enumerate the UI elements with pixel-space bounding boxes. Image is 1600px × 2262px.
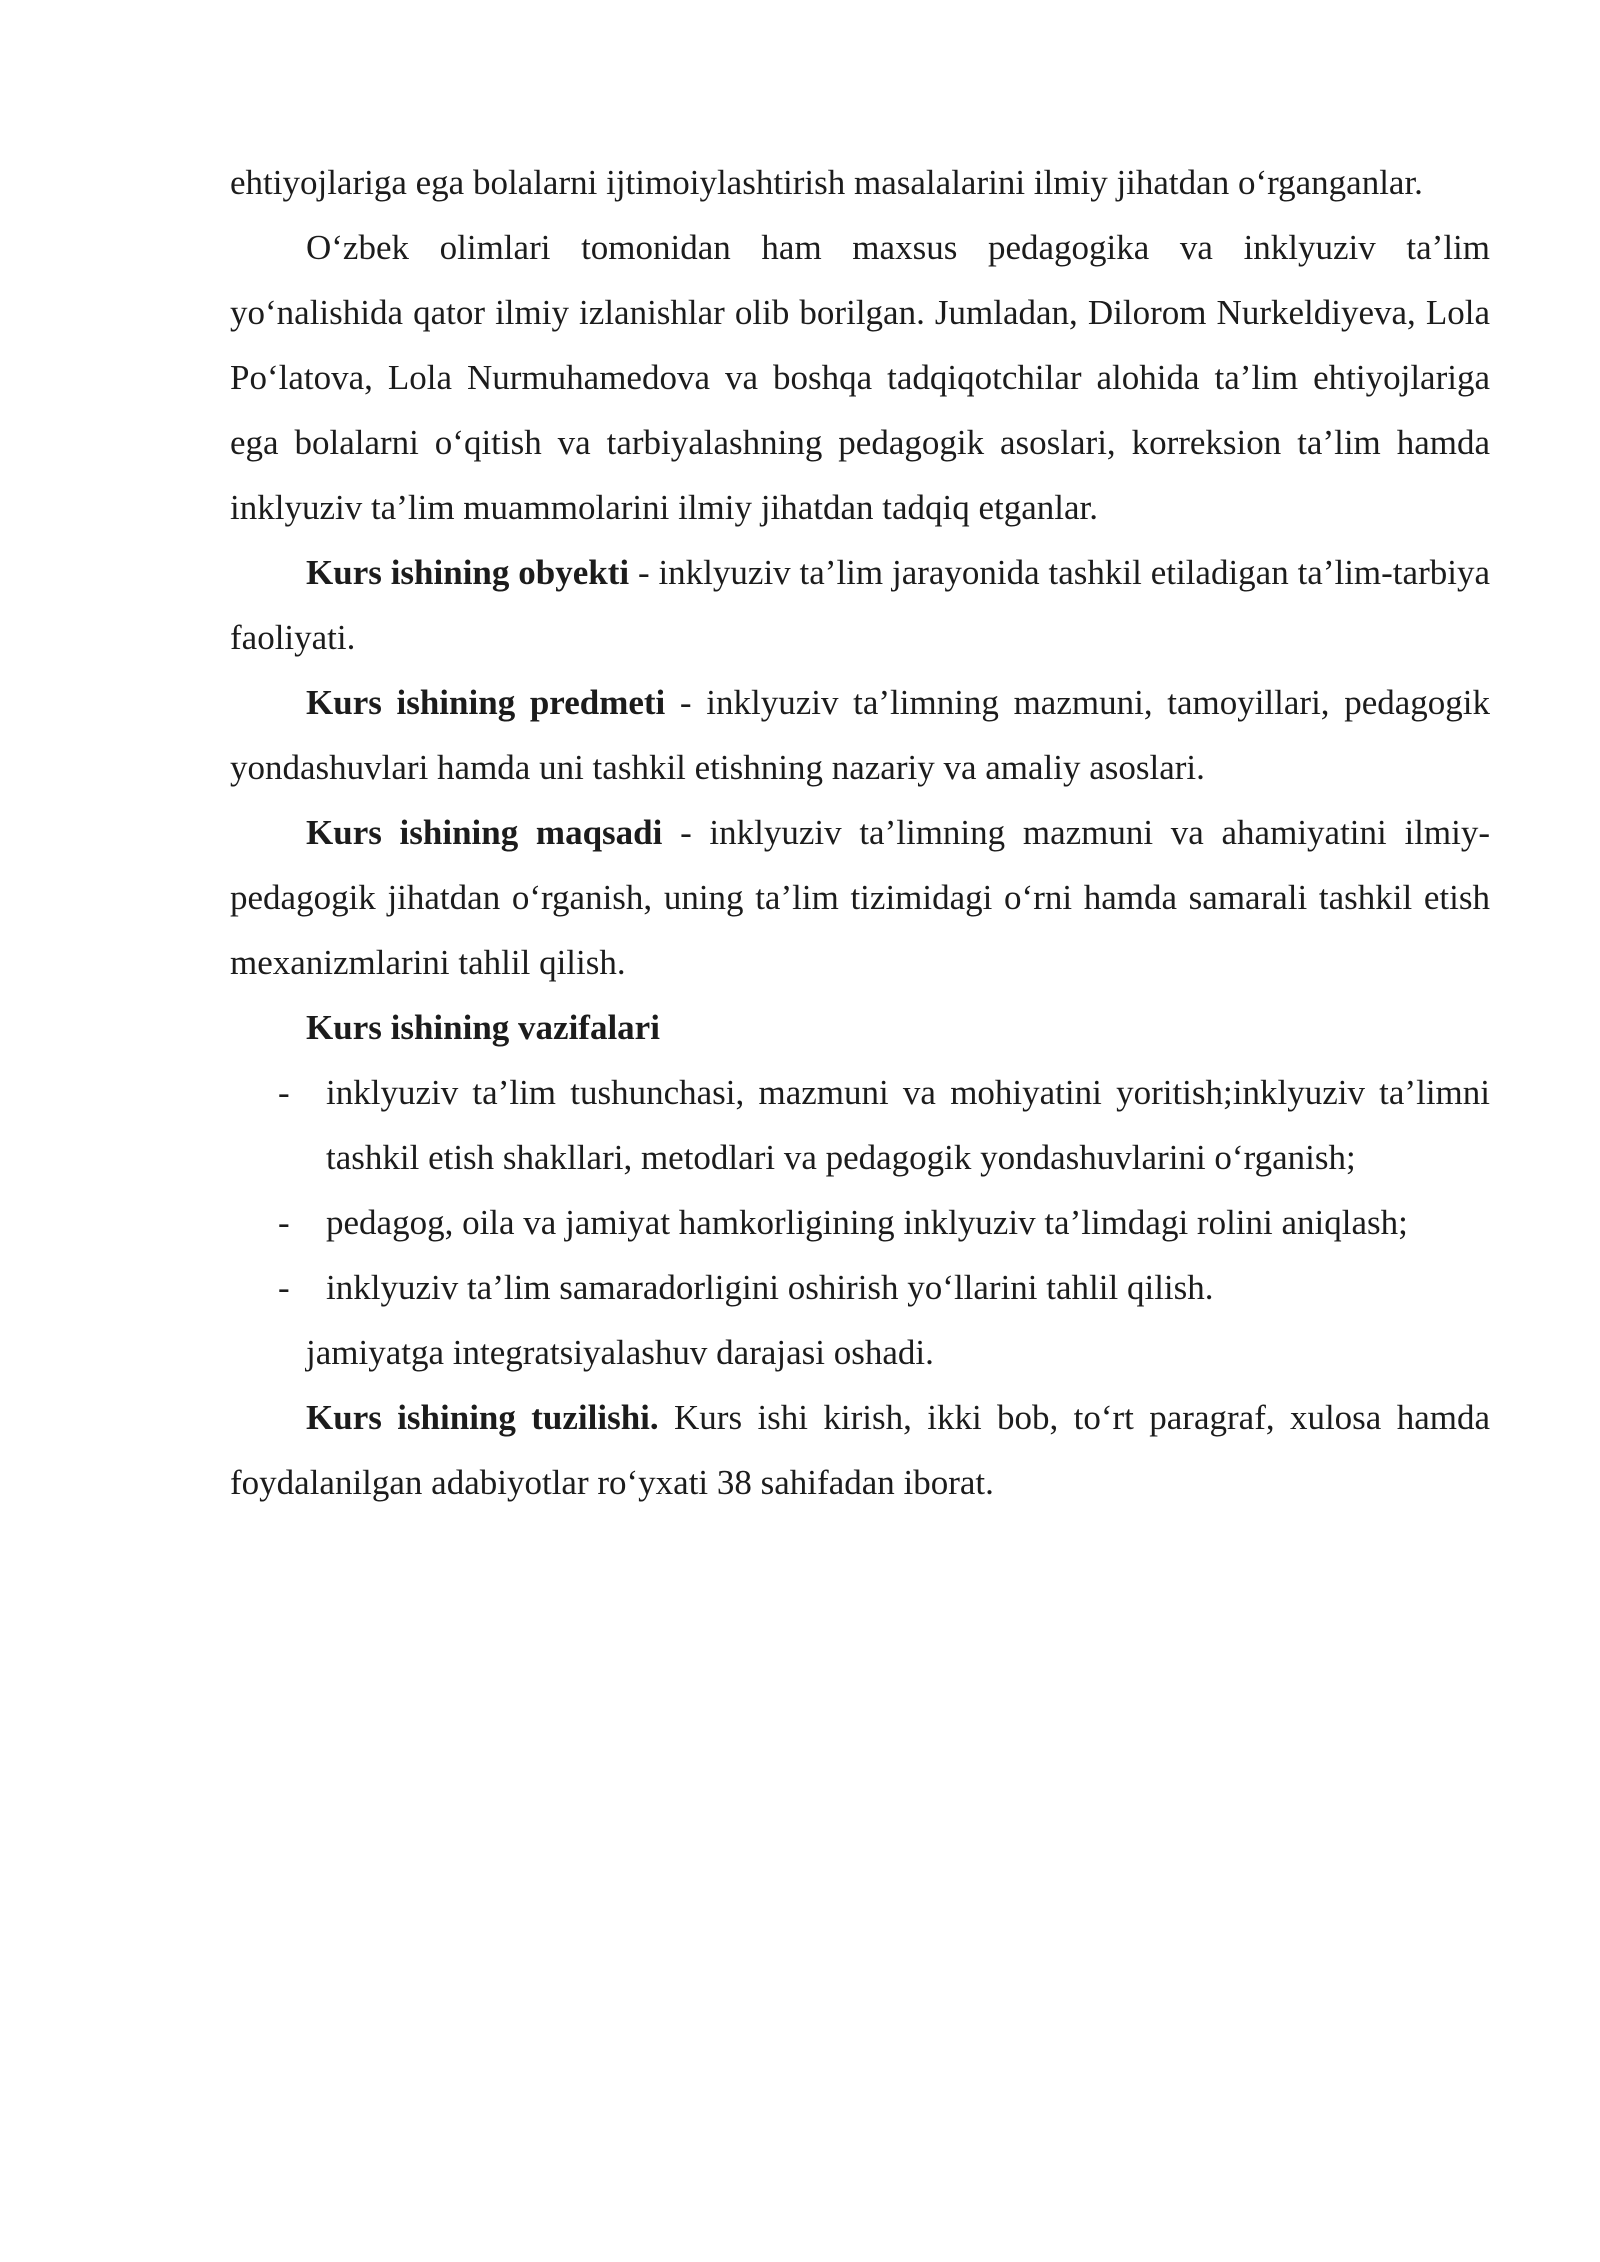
list-item-text: inklyuziv ta’lim samaradorligini oshirish yo‘llarini tahlil qilish. [326,1268,1214,1307]
goal-text: - inklyuziv ta’limning mazmuni va ahamiyatini ilmiy-pedagogik jihatdan o‘rganish, uning ta’lim tizimidagi o‘rni hamda samarali tashkil etish mexanizmlarini tahlil qilish. [230,813,1490,982]
list-item-text: inklyuziv ta’lim tushunchasi, mazmuni va mohiyatini yoritish;inklyuziv ta’limni tashkil etish shakllari, metodlari va pedagogik yondashuvlarini o‘rganish; [326,1073,1490,1177]
subject-label: Kurs ishining predmeti [306,683,666,722]
list-item [230,1255,1490,1320]
paragraph-intro: ehtiyojlariga ega bolalarni ijtimoiylashtirish masalalarini ilmiy jihatdan o‘rganganlar. [230,163,1423,202]
paragraph-uzbek-scholars: O‘zbek olimlari tomonidan ham maxsus pedagogika va inklyuziv ta’lim yo‘nalishida qator ilmiy izlanishlar olib borilgan. Jumladan, Dilorom Nurkeldiyeva, Lola Po‘latova, Lola Nurmuhamedova va boshqa tadqiqotchilar alohida ta’lim ehtiyojlariga ega bolalarni o‘qitish va tarbiyalashning pedagogik asoslari, korreksion ta’lim hamda inklyuziv ta’lim muammolarini ilmiy jihatdan tadqiq etganlar. [230,228,1490,527]
paragraph-subject [230,670,1490,800]
list-dash: - [278,1268,290,1307]
list-item-text: pedagog, oila va jamiyat hamkorligining inklyuziv ta’limdagi rolini aniqlash; [326,1203,1408,1242]
paragraph-goal [230,800,1490,995]
list-item [230,1060,1490,1190]
list-dash: - [278,1073,290,1112]
paragraph-structure [230,1385,1490,1515]
structure-text: Kurs ishi kirish, ikki bob, to‘rt paragraf, xulosa hamda foydalanilgan adabiyotlar ro‘yxati 38 sahifadan iborat. [230,1398,1490,1502]
object-label: Kurs ishining obyekti [306,553,630,592]
list-dash: - [278,1203,290,1242]
structure-label: Kurs ishining tuzilishi. [306,1398,659,1437]
integration-line: jamiyatga integratsiyalashuv darajasi oshadi. [306,1333,934,1372]
tasks-heading: Kurs ishining vazifalari [306,1008,660,1047]
object-text: - inklyuziv ta’lim jarayonida tashkil etiladigan ta’lim-tarbiya faoliyati. [230,553,1490,657]
list-item [230,1190,1490,1255]
paragraph-object [230,540,1490,670]
subject-text: - inklyuziv ta’limning mazmuni, tamoyillari, pedagogik yondashuvlari hamda uni tashkil etishning nazariy va amaliy asoslari. [230,683,1490,787]
tasks-list [230,1060,1490,1320]
document-page [230,150,1490,1515]
goal-label: Kurs ishining maqsadi [306,813,663,852]
